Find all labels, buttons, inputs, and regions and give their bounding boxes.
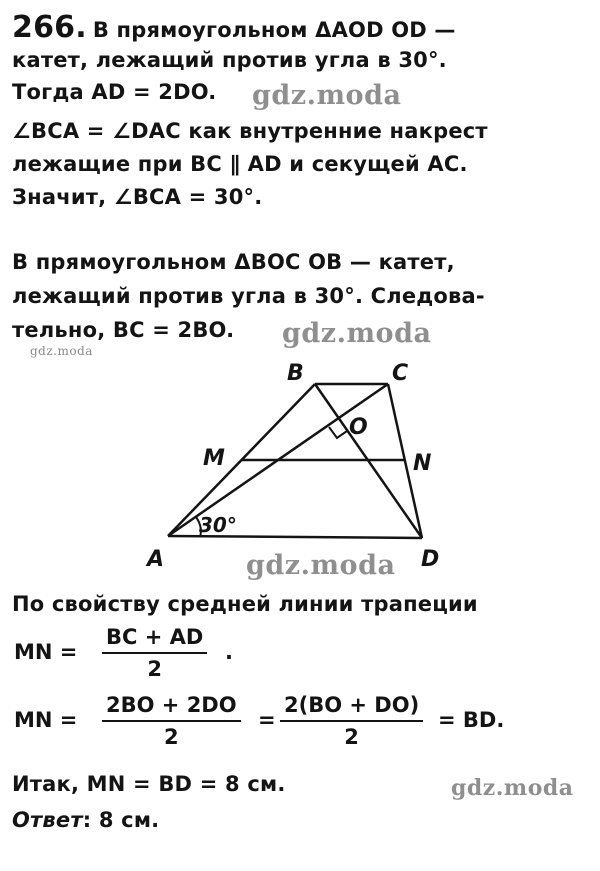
watermark-2: gdz.moda (282, 318, 432, 349)
eq2-fraction2 (280, 693, 423, 749)
label-A: A (147, 547, 165, 572)
label-O: O (349, 415, 368, 440)
watermark-1: gdz.moda (252, 80, 402, 111)
paragraph1-line1-text: В прямоугольном ΔAOD OD — (92, 18, 456, 42)
paragraph1-line2: катет, лежащий против угла в 30°. (12, 48, 447, 72)
watermark-small: gdz.moda (30, 344, 93, 358)
eq2-frac1-numerator: 2BO + 2DO (102, 693, 241, 722)
paragraph2-line3: тельно, BC = 2BO. (12, 318, 235, 342)
label-M: M (203, 446, 225, 471)
paragraph1-line4: ∠BCA = ∠DAC как внутренние накрест (12, 119, 488, 143)
eq2-fraction1 (102, 693, 241, 749)
eq1-tail: . (225, 640, 233, 664)
problem-number: 266. (12, 10, 87, 45)
label-D: D (421, 547, 440, 572)
paragraph2-line1: В прямоугольном ΔBOC OB — катет, (12, 250, 455, 274)
right-angle-mark (329, 427, 347, 438)
midline-property-text: По свойству средней линии трапеции (12, 592, 478, 616)
eq1-fraction (102, 625, 207, 681)
answer-label: Ответ (12, 808, 83, 832)
conclusion-text: Итак, MN = BD = 8 см. (12, 772, 286, 796)
answer-value: : 8 см. (82, 808, 160, 832)
paragraph1-line3: Тогда AD = 2DO. (12, 80, 217, 104)
eq2-frac2-numerator: 2(BO + DO) (280, 693, 423, 722)
paragraph1-line6: Значит, ∠BCA = 30°. (12, 185, 263, 209)
label-B: B (287, 361, 304, 386)
eq1-numerator: BC + AD (102, 625, 207, 654)
label-C: C (392, 361, 409, 386)
eq2-frac2-denominator: 2 (344, 725, 359, 749)
eq2-frac1-denominator: 2 (163, 725, 179, 749)
eq2-tail: = BD. (438, 708, 505, 732)
eq2-equals: = (258, 708, 276, 732)
eq1-denominator: 2 (147, 657, 162, 681)
eq2-lhs: MN = (14, 708, 78, 732)
label-angle: 30° (199, 513, 237, 537)
watermark-3: gdz.moda (246, 550, 396, 581)
watermark-4: gdz.moda (451, 775, 574, 801)
paragraph2-line2: лежащий против угла в 30°. Следова- (12, 284, 485, 308)
paragraph1-line5: лежащие при BC ∥ AD и секущей AC. (12, 152, 468, 176)
eq1-lhs: MN = (14, 640, 78, 664)
answer-line (12, 808, 590, 832)
label-N: N (413, 451, 432, 476)
